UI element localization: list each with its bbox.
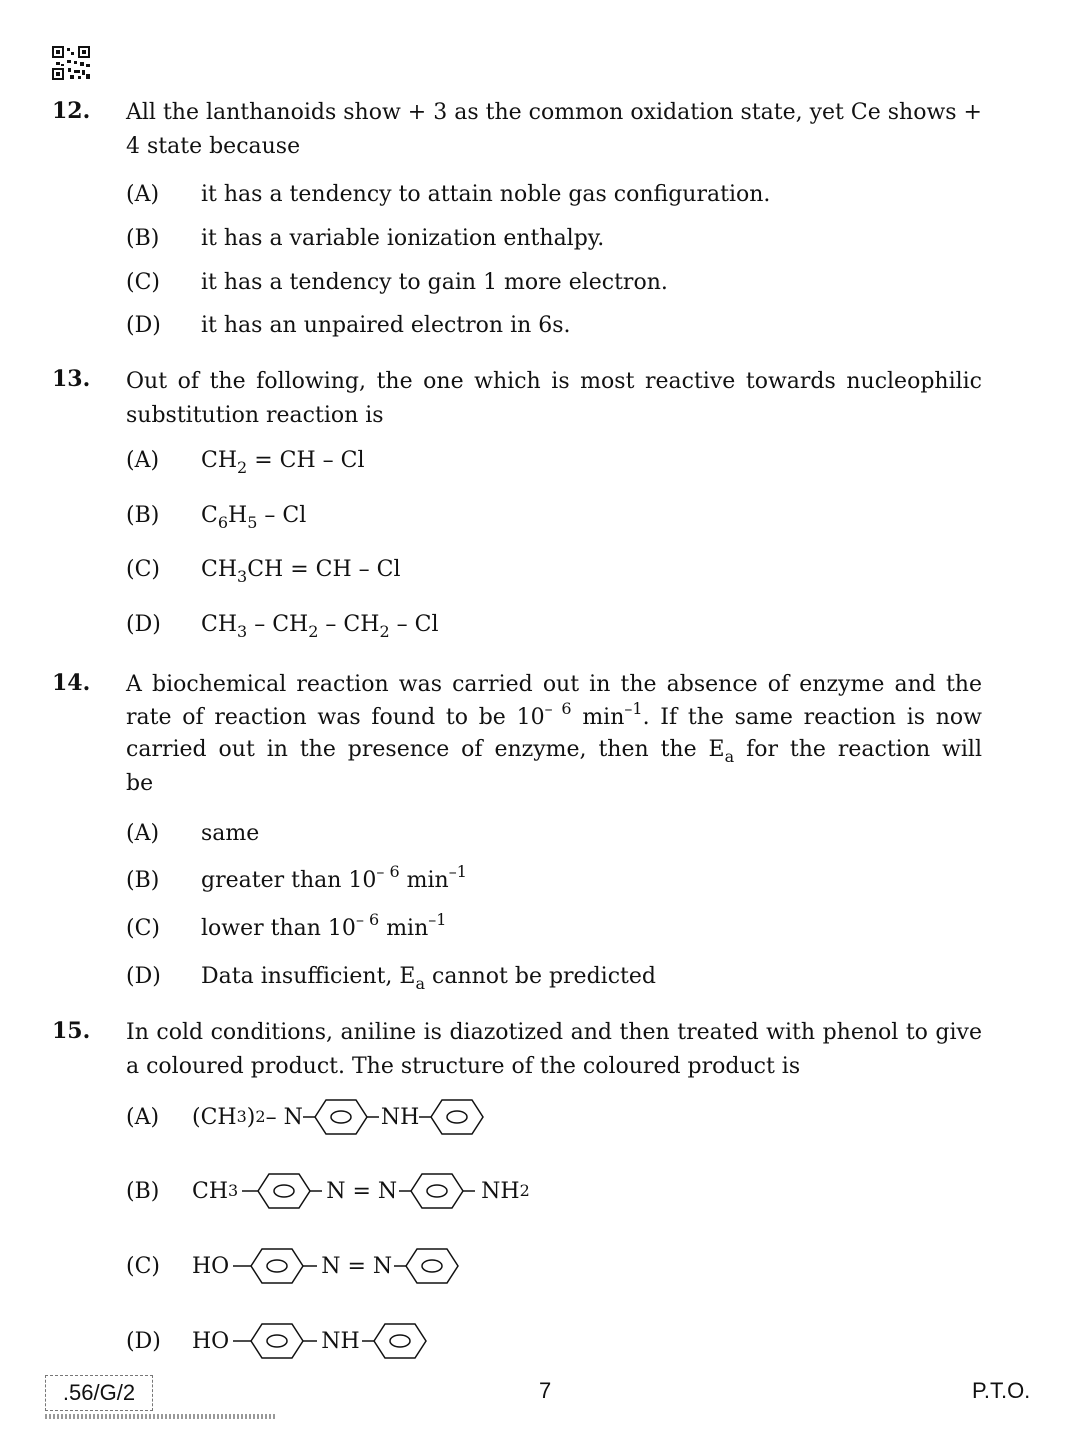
question-text: All the lanthanoids show + 3 as the common oxidation state, yet Ce shows + 4 state because — [126, 100, 982, 159]
option-text: greater than $10^{- 6}$ $\min^{-1}$ — [201, 862, 467, 893]
question-text-line-4: be — [126, 771, 154, 796]
structure: CH 3 N = N NH 2 — [192, 1172, 530, 1210]
option-12-a — [126, 182, 770, 207]
option-label: (A) — [126, 182, 160, 207]
option-label: (D) — [126, 964, 161, 989]
option-label: (C) — [126, 1253, 160, 1279]
option-15-a — [126, 1098, 485, 1136]
option-14-d — [126, 964, 656, 993]
option-label: (B) — [126, 868, 160, 893]
option-13-b — [126, 503, 307, 532]
option-15-b — [126, 1172, 530, 1210]
option-label: (A) — [126, 821, 160, 846]
option-12-c — [126, 270, 668, 295]
question-14 — [52, 670, 982, 803]
question-13 — [52, 366, 982, 433]
option-label: (C) — [126, 270, 160, 295]
formula: $C_6H_5$ – Cl — [201, 503, 307, 532]
question-text: In cold conditions, aniline is diazotized and then treated with phenol to give a coloured product. The structure of the coloured product is — [126, 1020, 982, 1079]
question-text: Out of the following, the one which is most reactive towards nucleophilic substitution reaction is — [126, 369, 982, 428]
formula: $CH_3 - CH_2 - CH_2$ – Cl — [201, 612, 439, 641]
benzene-ring-icon — [303, 1098, 379, 1136]
option-15-d — [126, 1322, 438, 1360]
benzene-ring-icon — [238, 1172, 322, 1210]
formula: $CH_2$ = CH – Cl — [201, 448, 365, 477]
option-14-b — [126, 862, 467, 893]
option-text: Data insufficient, $E_a$ cannot be predicted — [201, 964, 656, 993]
benzene-ring-icon — [229, 1247, 319, 1285]
benzene-ring-icon — [392, 1247, 470, 1285]
option-label: (B) — [126, 503, 160, 528]
barcode-strip — [45, 1414, 277, 1419]
question-number: 14. — [52, 670, 91, 696]
question-15 — [52, 1018, 982, 1084]
option-14-c — [126, 910, 447, 941]
option-label: (D) — [126, 1328, 161, 1354]
option-text: it has an unpaired electron in 6s. — [201, 313, 571, 338]
structure: HO NH — [192, 1322, 438, 1360]
option-text: lower than $10^{- 6}$ $\min^{-1}$ — [201, 910, 447, 941]
question-number: 15. — [52, 1018, 91, 1044]
option-13-d — [126, 612, 439, 641]
option-14-a — [126, 821, 259, 846]
question-text-line-3: carried out in the presence of enzyme, then the $E_a$ for the reaction will — [126, 737, 982, 766]
question-number: 13. — [52, 366, 91, 392]
option-label: (C) — [126, 916, 160, 941]
option-text: same — [201, 821, 260, 846]
option-15-c — [126, 1247, 470, 1285]
option-text: it has a tendency to attain noble gas configuration. — [201, 182, 771, 207]
option-label: (A) — [126, 448, 160, 473]
option-label: (D) — [126, 313, 161, 338]
option-12-d — [126, 313, 571, 338]
structure: HO N = N — [192, 1247, 470, 1285]
paper-code: .56/G/2 — [45, 1375, 153, 1411]
question-12 — [52, 98, 982, 164]
option-12-b — [126, 226, 604, 251]
benzene-ring-icon — [419, 1098, 485, 1136]
formula: $CH_3CH$ = CH – Cl — [201, 557, 401, 586]
option-label: (D) — [126, 612, 161, 637]
option-label: (A) — [126, 1104, 160, 1130]
option-13-a — [126, 448, 365, 477]
benzene-ring-icon — [397, 1172, 481, 1210]
benzene-ring-icon — [229, 1322, 319, 1360]
option-label: (B) — [126, 1178, 160, 1204]
please-turn-over: P.T.O. — [972, 1378, 1031, 1403]
option-label: (B) — [126, 226, 160, 251]
page-number: 7 — [539, 1378, 552, 1403]
question-number: 12. — [52, 98, 91, 124]
option-13-c — [126, 557, 401, 586]
option-text: it has a variable ionization enthalpy. — [201, 226, 605, 251]
question-text-line-2: rate of reaction was found to be $10^{- 6}$ $\min^{-1}$. If the same reaction is now — [126, 699, 983, 730]
option-text: it has a tendency to gain 1 more electron. — [201, 270, 668, 295]
structure: (CH 3 ) 2 – N NH — [192, 1098, 485, 1136]
question-text-line-1: A biochemical reaction was carried out in the absence of enzyme and the — [126, 672, 982, 697]
option-label: (C) — [126, 557, 160, 582]
benzene-ring-icon — [360, 1322, 438, 1360]
qr-code-icon — [52, 46, 90, 80]
